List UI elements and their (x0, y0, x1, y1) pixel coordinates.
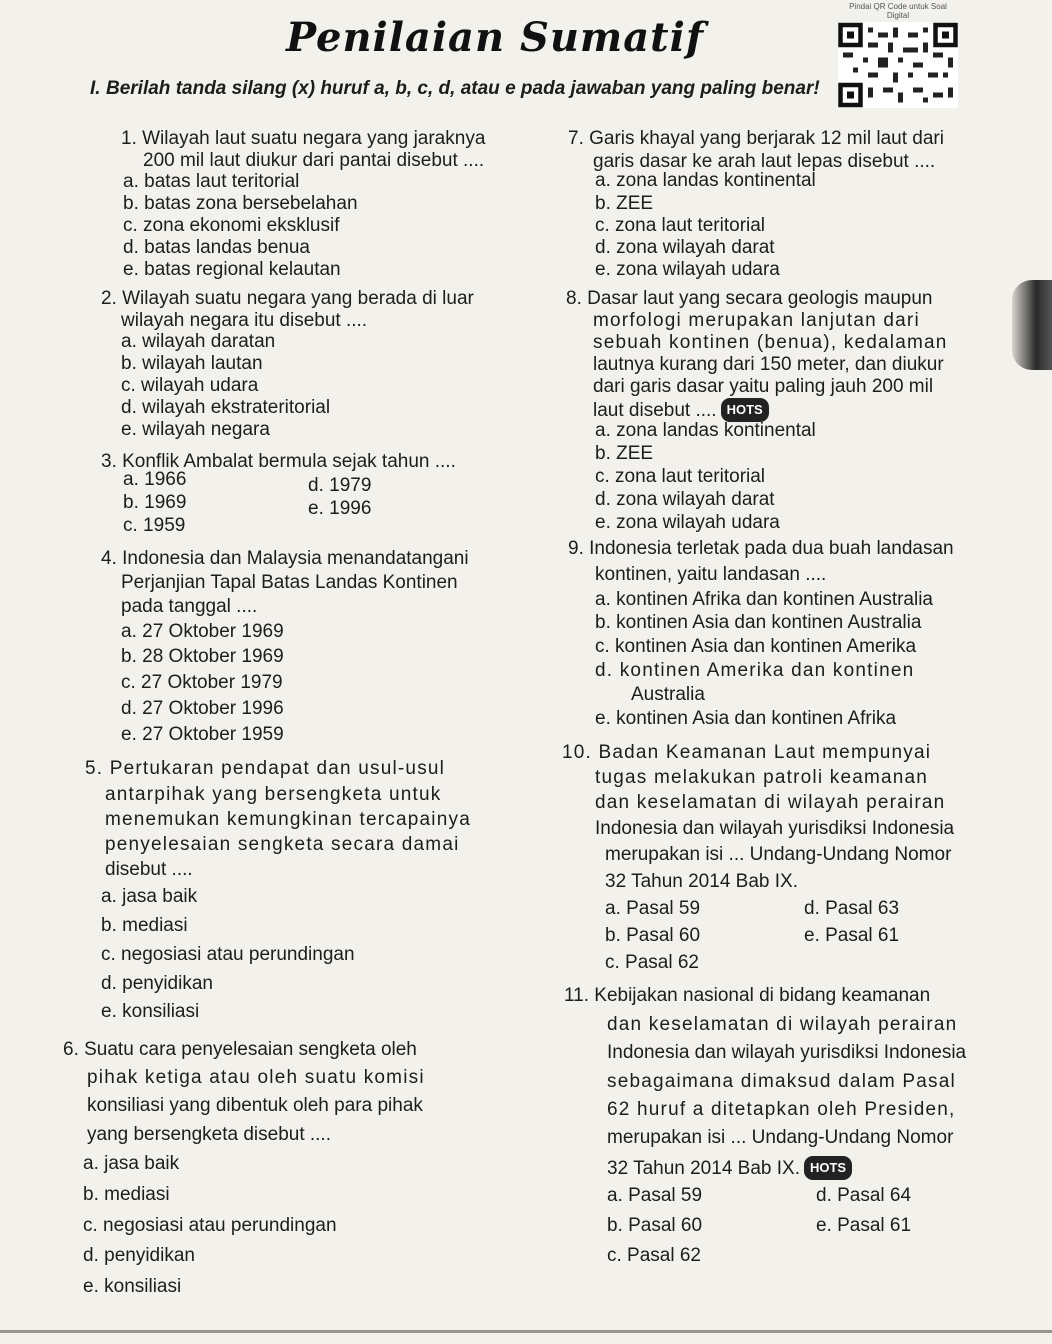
option-4b[interactable]: b. 28 Oktober 1969 (121, 646, 284, 667)
option-9d[interactable]: d. kontinen Amerika dan kontinen (595, 660, 915, 681)
question-8-line-3: sebuah kontinen (benua), kedalaman (593, 332, 948, 353)
option-2a[interactable]: a. wilayah daratan (121, 331, 276, 352)
question-8-line-1: 8. Dasar laut yang secara geologis maupun (566, 288, 933, 309)
option-10e[interactable]: e. Pasal 61 (804, 925, 900, 946)
option-8e[interactable]: e. zona wilayah udara (595, 512, 780, 533)
option-8c[interactable]: c. zona laut teritorial (595, 466, 766, 487)
question-6-line-4: yang bersengketa disebut .... (87, 1124, 331, 1145)
page-title: Penilaian Sumatif (286, 14, 705, 61)
option-10c[interactable]: c. Pasal 62 (605, 952, 699, 973)
option-1b[interactable]: b. batas zona bersebelahan (123, 193, 358, 214)
hots-badge: HOTS (721, 398, 769, 422)
question-11-line-2: dan keselamatan di wilayah perairan (607, 1014, 958, 1035)
question-2-line-2: wilayah negara itu disebut .... (121, 310, 368, 331)
option-6c[interactable]: c. negosiasi atau perundingan (83, 1215, 337, 1236)
option-1d[interactable]: d. batas landas benua (123, 237, 310, 258)
question-11-line-3: Indonesia dan wilayah yurisdiksi Indonesia (607, 1042, 967, 1063)
question-11-line-6: merupakan isi ... Undang-Undang Nomor (607, 1127, 954, 1148)
question-11-line-1: 11. Kebijakan nasional di bidang keamanan (564, 985, 931, 1006)
page-fold-shadow (1012, 280, 1052, 370)
question-2-line-1: 2. Wilayah suatu negara yang berada di luar (101, 288, 474, 309)
question-10-line-6: 32 Tahun 2014 Bab IX. (605, 871, 798, 892)
option-6d[interactable]: d. penyidikan (83, 1245, 195, 1266)
question-5-line-5: disebut .... (105, 859, 193, 880)
option-6b[interactable]: b. mediasi (83, 1184, 170, 1205)
option-5d[interactable]: d. penyidikan (101, 973, 213, 994)
option-5b[interactable]: b. mediasi (101, 915, 188, 936)
option-3b[interactable]: b. 1969 (123, 492, 187, 513)
option-10d[interactable]: d. Pasal 63 (804, 898, 900, 919)
question-7-line-2: garis dasar ke arah laut lepas disebut .... (593, 151, 936, 172)
option-1c[interactable]: c. zona ekonomi eksklusif (123, 215, 340, 236)
question-10-line-3: dan keselamatan di wilayah perairan (595, 792, 946, 813)
option-4a[interactable]: a. 27 Oktober 1969 (121, 621, 284, 642)
question-8-line-5: dari garis dasar yaitu paling jauh 200 mil (593, 376, 934, 397)
option-3a[interactable]: a. 1966 (123, 469, 187, 490)
question-5-line-3: menemukan kemungkinan tercapainya (105, 809, 471, 830)
question-11-line-7-text: 32 Tahun 2014 Bab IX. (607, 1158, 800, 1179)
qr-code-icon[interactable] (838, 22, 958, 108)
option-7c[interactable]: c. zona laut teritorial (595, 215, 766, 236)
option-3d[interactable]: d. 1979 (308, 475, 372, 496)
option-6e[interactable]: e. konsiliasi (83, 1276, 182, 1297)
hots-badge: HOTS (804, 1156, 852, 1180)
instruction (90, 78, 826, 100)
question-10-line-2: tugas melakukan patroli keamanan (595, 767, 929, 788)
option-7e[interactable]: e. zona wilayah udara (595, 259, 780, 280)
option-1e[interactable]: e. batas regional kelautan (123, 259, 341, 280)
question-6-line-3: konsiliasi yang dibentuk oleh para pihak (87, 1095, 423, 1116)
option-7d[interactable]: d. zona wilayah darat (595, 237, 775, 258)
option-2e[interactable]: e. wilayah negara (121, 419, 270, 440)
question-8-line-6 (593, 398, 769, 422)
question-10-line-1: 10. Badan Keamanan Laut mempunyai (562, 742, 932, 763)
option-2d[interactable]: d. wilayah ekstrateritorial (121, 397, 331, 418)
question-1-line-2: 200 mil laut diukur dari pantai disebut .... (143, 150, 485, 171)
option-3e[interactable]: e. 1996 (308, 498, 372, 519)
option-11d[interactable]: d. Pasal 64 (816, 1185, 912, 1206)
option-4e[interactable]: e. 27 Oktober 1959 (121, 724, 284, 745)
option-11b[interactable]: b. Pasal 60 (607, 1215, 703, 1236)
option-10a[interactable]: a. Pasal 59 (605, 898, 701, 919)
question-3-line-1: 3. Konflik Ambalat bermula sejak tahun .... (101, 451, 456, 472)
option-4d[interactable]: d. 27 Oktober 1996 (121, 698, 284, 719)
option-9e[interactable]: e. kontinen Asia dan kontinen Afrika (595, 708, 897, 729)
question-11-line-4: sebagaimana dimaksud dalam Pasal (607, 1071, 956, 1092)
question-9-line-2: kontinen, yaitu landasan .... (595, 564, 827, 585)
option-11a[interactable]: a. Pasal 59 (607, 1185, 703, 1206)
question-6-line-1: 6. Suatu cara penyelesaian sengketa oleh (63, 1039, 417, 1060)
option-3c[interactable]: c. 1959 (123, 515, 186, 536)
option-9c[interactable]: c. kontinen Asia dan kontinen Amerika (595, 636, 917, 657)
option-8b[interactable]: b. ZEE (595, 443, 654, 464)
question-4-line-1: 4. Indonesia dan Malaysia menandatangani (101, 548, 469, 569)
question-8-line-4: lautnya kurang dari 150 meter, dan diukur (593, 354, 944, 375)
instruction-text: Berilah tanda silang (x) huruf a, b, c, d, atau e pada jawaban yang paling benar! (106, 78, 820, 99)
option-8a[interactable]: a. zona landas kontinental (595, 420, 816, 441)
option-10b[interactable]: b. Pasal 60 (605, 925, 701, 946)
option-11e[interactable]: e. Pasal 61 (816, 1215, 912, 1236)
option-9a[interactable]: a. kontinen Afrika dan kontinen Australia (595, 589, 934, 610)
question-10-line-4: Indonesia dan wilayah yurisdiksi Indonesia (595, 818, 955, 839)
option-2c[interactable]: c. wilayah udara (121, 375, 259, 396)
question-5-line-4: penyelesaian sengketa secara damai (105, 834, 460, 855)
option-5c[interactable]: c. negosiasi atau perundingan (101, 944, 355, 965)
option-5a[interactable]: a. jasa baik (101, 886, 198, 907)
qr-caption: Pindai QR Code untuk Soal Digital (849, 2, 947, 20)
question-11-line-7 (607, 1156, 852, 1180)
question-1-line-1: 1. Wilayah laut suatu negara yang jaraknya (121, 128, 486, 149)
option-9b[interactable]: b. kontinen Asia dan kontinen Australia (595, 612, 922, 633)
question-5-line-1: 5. Pertukaran pendapat dan usul-usul (85, 758, 446, 779)
question-5-line-2: antarpihak yang bersengketa untuk (105, 784, 442, 805)
option-7a[interactable]: a. zona landas kontinental (595, 170, 816, 191)
question-10-line-5: merupakan isi ... Undang-Undang Nomor (605, 844, 952, 865)
option-9d-cont[interactable]: Australia (631, 684, 705, 705)
question-4-line-2: Perjanjian Tapal Batas Landas Kontinen (121, 572, 458, 593)
option-6a[interactable]: a. jasa baik (83, 1153, 180, 1174)
option-1a[interactable]: a. batas laut teritorial (123, 171, 300, 192)
question-8-line-2: morfologi merupakan lanjutan dari (593, 310, 920, 331)
question-4-line-3: pada tanggal .... (121, 596, 258, 617)
question-11-line-5: 62 huruf a ditetapkan oleh Presiden, (607, 1099, 956, 1120)
bottom-rule (0, 1330, 1052, 1333)
option-5e[interactable]: e. konsiliasi (101, 1001, 200, 1022)
question-8-line-6-text: laut disebut .... (593, 400, 717, 421)
option-8d[interactable]: d. zona wilayah darat (595, 489, 775, 510)
option-4c[interactable]: c. 27 Oktober 1979 (121, 672, 283, 693)
instruction-number: I. (90, 78, 101, 99)
question-7-line-1: 7. Garis khayal yang berjarak 12 mil laut dari (568, 128, 944, 149)
question-9-line-1: 9. Indonesia terletak pada dua buah landasan (568, 538, 954, 559)
option-2b[interactable]: b. wilayah lautan (121, 353, 263, 374)
option-11c[interactable]: c. Pasal 62 (607, 1245, 701, 1266)
option-7b[interactable]: b. ZEE (595, 193, 654, 214)
question-6-line-2: pihak ketiga atau oleh suatu komisi (87, 1067, 425, 1088)
